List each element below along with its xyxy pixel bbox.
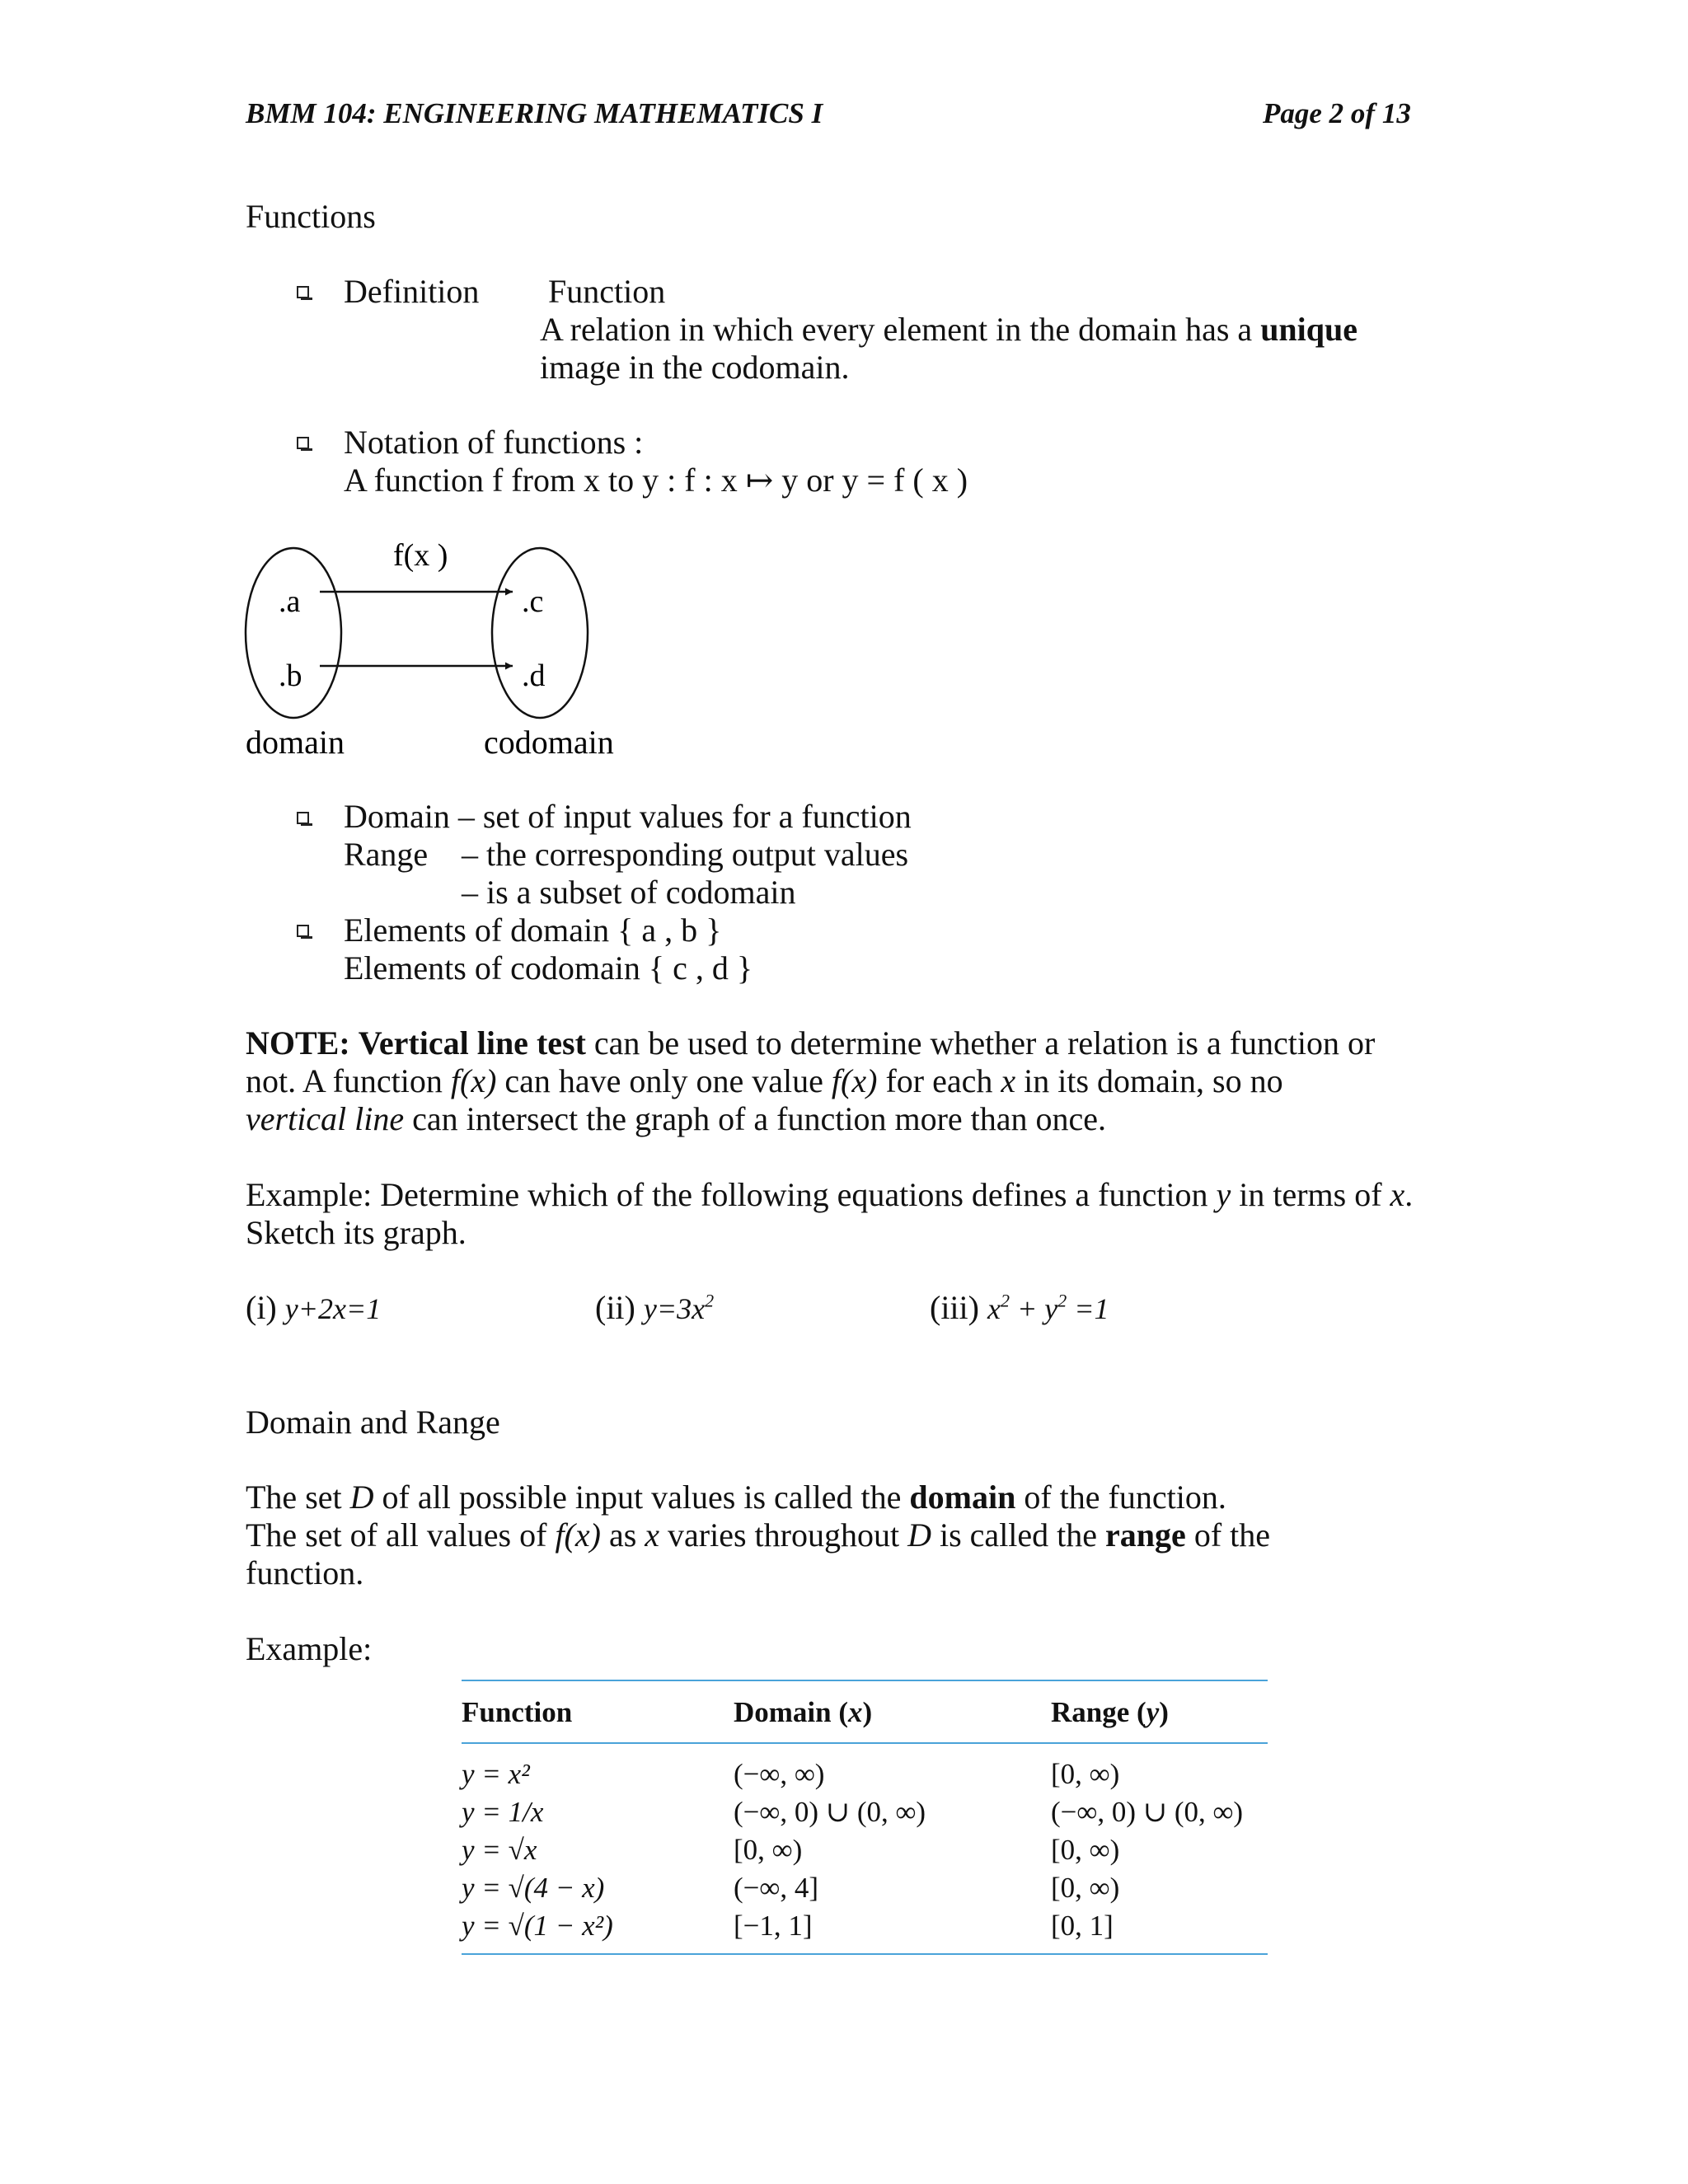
range-cell: [0, 1] <box>1051 1907 1268 1954</box>
table-row <box>462 1869 1268 1907</box>
definition-label: Definition <box>344 273 480 310</box>
definition-term: Function <box>548 273 666 310</box>
domain-range-line-2: The set of all values of f(x) as x varies throughout D is called the range of the <box>246 1516 1270 1554</box>
domain-cell: (−∞, 0) ∪ (0, ∞) <box>734 1796 926 1828</box>
range-subset: – is a subset of codomain <box>462 874 796 911</box>
bullet-icon <box>297 925 309 937</box>
domain-cell: (−∞, ∞) <box>734 1758 825 1790</box>
functions-heading: Functions <box>246 198 376 235</box>
range-cell: (−∞, 0) ∪ (0, ∞) <box>1051 1796 1244 1828</box>
function-label: f(x ) <box>393 538 448 573</box>
notation-line: A function f from x to y : f : x ↦ y or y = f ( x ) <box>344 462 968 499</box>
definition-text-line2: image in the codomain. <box>540 349 850 386</box>
table-row <box>462 1793 1268 1831</box>
codomain-element: .d <box>522 658 546 693</box>
definition-text: A relation in which every element in the domain has a unique <box>540 311 1358 348</box>
table-header-row <box>462 1680 1268 1743</box>
function-cell: y = x² <box>462 1758 530 1790</box>
range-cell: [0, ∞) <box>1051 1834 1120 1866</box>
range-word: Range <box>344 836 429 873</box>
domain-cell: (−∞, 4] <box>734 1872 819 1904</box>
domain-cell: [0, ∞) <box>734 1834 803 1866</box>
example-label: Example: <box>246 1630 373 1667</box>
example-line-1: Example: Determine which of the following equations defines a function y in terms of x. <box>246 1176 1414 1213</box>
header-range: Range (y) <box>1051 1680 1268 1743</box>
function-cell: y = √(1 − x²) <box>462 1907 734 1954</box>
function-cell: y = √(4 − x) <box>462 1872 605 1904</box>
domain-label: domain <box>246 724 345 761</box>
function-cell: y = √x <box>462 1834 537 1866</box>
domain-element: .b <box>279 658 302 693</box>
course-header: BMM 104: ENGINEERING MATHEMATICS I <box>246 97 823 129</box>
mapping-diagram <box>0 0 1688 791</box>
domain-range-line-1: The set D of all possible input values is called the domain of the function. <box>246 1479 1226 1516</box>
example-line-2: Sketch its graph. <box>246 1214 467 1251</box>
domain-definition: Domain – set of input values for a function <box>344 798 912 835</box>
note-line-2: not. A function f(x) can have only one value f(x) for each x in its domain, so no <box>246 1062 1283 1099</box>
range-cell: [0, ∞) <box>1051 1872 1120 1904</box>
domain-element: .a <box>279 584 301 619</box>
codomain-label: codomain <box>484 724 614 761</box>
domain-cell: [−1, 1] <box>734 1907 1051 1954</box>
table-row <box>462 1831 1268 1869</box>
codomain-element: .c <box>522 584 544 619</box>
example-item-iii: (iii) $x^2 + y^2 =1$ <box>930 1289 1109 1326</box>
function-cell: y = 1/x <box>462 1796 544 1828</box>
note-line-3: vertical line can intersect the graph of a function more than once. <box>246 1100 1107 1137</box>
table-row <box>462 1743 1268 1793</box>
page-number: Page 2 of 13 <box>1263 97 1411 129</box>
domain-range-line-3: function. <box>246 1554 364 1591</box>
example-item-ii: (ii) $y=3x^2$ <box>595 1289 715 1326</box>
domain-range-heading: Domain and Range <box>246 1404 500 1441</box>
table-row <box>462 1907 1268 1954</box>
example-item-i: (i) y+2x=1 <box>246 1289 382 1326</box>
elements-codomain: Elements of codomain { c , d } <box>344 949 753 987</box>
function-table <box>462 1680 1268 1955</box>
bullet-icon <box>297 812 309 824</box>
header-domain: Domain (x) <box>734 1680 1051 1743</box>
header-function: Function <box>462 1680 734 1743</box>
range-cell: [0, ∞) <box>1051 1758 1120 1790</box>
note-line-1: NOTE: Vertical line test can be used to determine whether a relation is a function or <box>246 1024 1376 1062</box>
notation-title: Notation of functions : <box>344 424 644 461</box>
elements-domain: Elements of domain { a , b } <box>344 912 722 949</box>
range-definition: – the corresponding output values <box>462 836 909 873</box>
